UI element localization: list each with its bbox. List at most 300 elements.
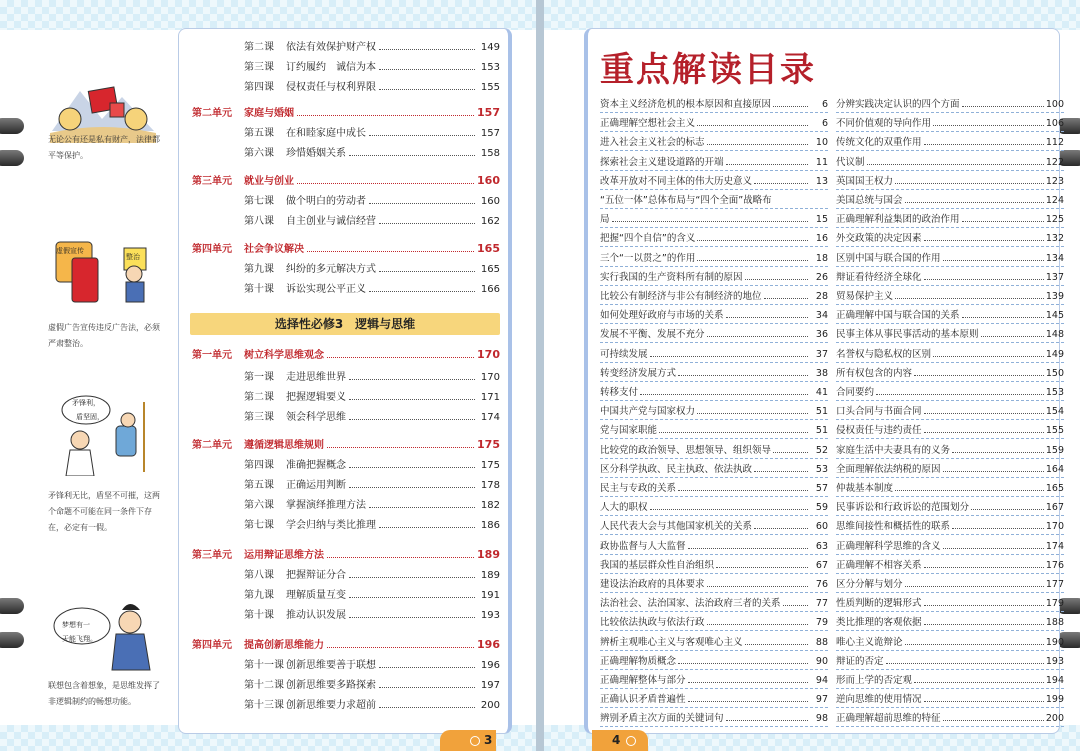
dot-leader (327, 551, 474, 558)
index-entry-page: 159 (1045, 444, 1064, 456)
dot-leader (924, 695, 1044, 702)
toc-number: 第四课 (244, 460, 274, 471)
index-entry-text: 口头合同与书面合同 (836, 406, 922, 418)
page-number-text: 3 (484, 733, 493, 747)
index-entry-text: 转移支付 (600, 387, 639, 398)
index-entry (600, 134, 828, 151)
toc-title: 创新思维要多路探索 (286, 680, 376, 691)
index-entry-text: 正确理解不相容关系 (836, 559, 922, 571)
dot-leader (914, 676, 1044, 683)
index-entry-text: 正确理解物质概念 (600, 655, 677, 667)
toc-number: 第十课 (244, 284, 274, 295)
toc-page: 174 (480, 412, 500, 423)
binder-ring (0, 598, 24, 614)
index-entry-page: 149 (1045, 348, 1064, 360)
toc-page: 160 (480, 196, 500, 207)
dot-leader (379, 701, 475, 708)
index-entry (836, 211, 1064, 228)
index-entry (600, 480, 828, 497)
index-entry-page: 79 (815, 617, 828, 629)
toc-unit-row (192, 172, 500, 190)
index-entry-page: 122 (1045, 156, 1064, 168)
dot-leader (933, 350, 1044, 357)
index-entry-text: 发展不平衡、发展不充分 (600, 329, 705, 341)
toc-title: 珍惜婚姻关系 (286, 148, 346, 159)
toc-title: 领会科学思维 (286, 412, 346, 423)
index-entry-text: 全面理解依法纳税的原因 (836, 463, 941, 475)
index-entry (836, 576, 1064, 593)
index-entry-page: 15 (815, 214, 828, 226)
index-entry-page: 37 (815, 348, 828, 360)
toc-title: 诉讼实现公平正义 (286, 284, 366, 295)
toc-unit-row (192, 346, 500, 364)
toc-unit-row (192, 636, 500, 654)
dot-leader (379, 83, 475, 90)
index-entry-text: 比较党的政治领导、思想领导、组织领导 (600, 444, 772, 456)
toc-title: 家庭与婚姻 (244, 108, 294, 119)
index-entry-page: 6 (821, 118, 828, 130)
right-page (544, 0, 1080, 751)
toc-lesson-row (192, 606, 500, 624)
index-entry-text: 资本主义经济危机的根本原因和直接原因 (600, 99, 772, 110)
toc-page: 157 (480, 128, 500, 139)
toc-title: 准确把握概念 (286, 460, 346, 471)
index-entry-page: 100 (1045, 99, 1064, 110)
index-entry-text: 建设法治政府的具体要求 (600, 579, 705, 590)
index-entry (836, 442, 1064, 459)
toc-page: 155 (480, 82, 500, 93)
toc-lesson-row (192, 388, 500, 406)
index-entry (600, 538, 828, 555)
toc-number: 第九课 (244, 590, 274, 601)
index-entry-text: 名誉权与隐私权的区别 (836, 348, 932, 360)
index-entry-page: 38 (815, 367, 828, 379)
index-entry-page: 98 (815, 713, 828, 725)
toc-lesson-row (192, 38, 500, 56)
index-entry (836, 96, 1064, 113)
index-entry (600, 710, 828, 727)
dot-leader (349, 413, 475, 420)
index-entry-text: 正确理解整体与部分 (600, 675, 686, 686)
dot-leader (349, 149, 475, 156)
cartoon-caption: 虚假广告宣传违反广告法，必须严肃整治。 (48, 323, 160, 348)
page-badge-icon (626, 736, 636, 746)
toc-title: 社会争议解决 (244, 244, 304, 255)
index-entry-text: 探索社会主义建设道路的开端 (600, 156, 724, 168)
index-entry (836, 307, 1064, 324)
index-entry-text: 我国的基层群众性自治组织 (600, 559, 715, 571)
toc-lesson-row (192, 566, 500, 584)
toc-page: 186 (480, 520, 500, 531)
dot-leader (716, 561, 808, 568)
dot-leader (876, 388, 1044, 395)
index-entry-page: 11 (815, 156, 828, 168)
dot-leader (924, 234, 1044, 241)
dot-leader (650, 503, 808, 510)
index-entry-page: 18 (815, 252, 828, 264)
index-entry (836, 250, 1064, 267)
spear-label: 矛锋利， (72, 399, 100, 407)
dot-leader (678, 484, 808, 491)
index-entry-text: 人民代表大会与其他国家机关的关系 (600, 521, 753, 533)
index-entry-text: 法治社会、法治国家、法治政府三者的关系 (600, 598, 781, 610)
dot-leader (707, 138, 808, 145)
toc-number: 第七课 (244, 520, 274, 531)
index-entry (600, 557, 828, 574)
toc-lesson-row (192, 696, 500, 714)
dot-leader (349, 393, 475, 400)
index-entry-page: 77 (815, 598, 828, 610)
index-entry-page: 88 (815, 636, 828, 648)
index-entry-text: 美国总统与国会 (836, 195, 903, 206)
toc-lesson-row (192, 676, 500, 694)
toc-lesson-row (192, 144, 500, 162)
book-gutter (536, 0, 544, 751)
index-entry-page: 112 (1045, 137, 1064, 149)
index-entry-page: 59 (815, 502, 828, 514)
index-entry-text: 所有权包含的内容 (836, 367, 913, 379)
index-entry-page: 193 (1045, 655, 1064, 667)
dot-leader (943, 465, 1044, 472)
index-entry-text: 把握“四个自信”的含义 (600, 233, 696, 245)
toc-number: 第十二课 (244, 680, 284, 691)
toc-number: 第五课 (244, 480, 274, 491)
toc-number: 第十课 (244, 610, 274, 621)
toc-title: 正确运用判断 (286, 480, 346, 491)
index-entry-text: 区别中国与联合国的作用 (836, 252, 941, 264)
index-entry-page: 57 (815, 483, 828, 494)
index-entry (836, 230, 1064, 247)
toc-lesson-row (192, 280, 500, 298)
toc-page: 158 (480, 148, 500, 159)
toc-lesson-row (192, 496, 500, 514)
dot-leader (379, 63, 475, 70)
toc-number: 第五课 (244, 128, 274, 139)
ad-label: 虚假宣传 (56, 247, 84, 255)
index-entry-page: 125 (1045, 214, 1064, 226)
toc-number: 第四单元 (192, 640, 232, 651)
index-entry (600, 250, 828, 267)
dot-leader (895, 177, 1044, 184)
index-entry-text: 形而上学的否定观 (836, 675, 913, 686)
dot-leader (349, 481, 475, 488)
toc-number: 第一单元 (192, 350, 232, 361)
dot-leader (369, 501, 475, 508)
index-entry-text: 区分分解与划分 (836, 579, 903, 590)
dot-leader (379, 265, 475, 272)
toc-number: 第二课 (244, 42, 274, 53)
index-entry-page: 6 (821, 99, 828, 110)
index-entry-page: 150 (1045, 367, 1064, 379)
index-entry-text: 人大的职权 (600, 502, 648, 514)
index-entry-text: 贸易保护主义 (836, 291, 894, 302)
toc-number: 第三单元 (192, 176, 232, 187)
toc-number: 第七课 (244, 196, 274, 207)
toc-title: 自主创业与诚信经营 (286, 216, 376, 227)
index-entry-text: 民事诉讼和行政诉讼的范围划分 (836, 502, 970, 514)
index-entry-text: 思维间接性和概括性的联系 (836, 521, 951, 533)
ad-sign-label: 整治 (126, 253, 140, 261)
index-entry-text: 辨别矛盾主次方面的关键词句 (600, 713, 724, 725)
toc-lesson-row (192, 408, 500, 426)
binder-ring (0, 118, 24, 134)
dot-leader (754, 465, 808, 472)
index-entry-page: 36 (815, 329, 828, 341)
index-entry-text: 代议制 (836, 156, 865, 168)
index-entry (836, 134, 1064, 151)
index-entry (836, 173, 1064, 190)
index-entry (836, 499, 1064, 516)
index-entry (600, 211, 828, 228)
index-entry (600, 115, 828, 132)
page-number (592, 730, 648, 751)
dot-leader (369, 285, 475, 292)
dot-leader (952, 522, 1044, 529)
dot-leader (943, 714, 1044, 721)
dot-leader (379, 43, 475, 50)
index-entry-text: 正确理解利益集团的政治作用 (836, 214, 960, 226)
index-entry (836, 384, 1064, 401)
toc-page: 193 (480, 610, 500, 621)
dot-leader (640, 388, 808, 395)
index-entry-text: 民事主体从事民事活动的基本原则 (836, 329, 979, 341)
index-entry-text: 正确认识矛盾普遍性 (600, 694, 686, 706)
dot-leader (379, 681, 475, 688)
binder-ring (0, 632, 24, 648)
index-entry-text: 类比推理的客观依据 (836, 617, 922, 629)
dot-leader (971, 503, 1044, 510)
index-entry-text: 仲裁基本制度 (836, 483, 894, 494)
index-entry-page: 60 (815, 521, 828, 533)
toc-number: 第三单元 (192, 550, 232, 561)
toc-title: 纠纷的多元解决方式 (286, 264, 376, 275)
toc-number: 第三课 (244, 412, 274, 423)
dot-leader (933, 119, 1044, 126)
toc-page: 171 (480, 392, 500, 403)
shield-label: 盾坚固， (76, 413, 104, 421)
toc-number: 第九课 (244, 264, 274, 275)
dot-leader (678, 657, 808, 664)
index-entry (600, 307, 828, 324)
index-entry (600, 442, 828, 459)
index-entry (600, 634, 828, 651)
toc-number: 第二课 (244, 392, 274, 403)
toc-page: 189 (480, 570, 500, 581)
index-entry (600, 672, 828, 689)
index-entry-page: 165 (1045, 483, 1064, 494)
index-entry (836, 614, 1064, 631)
toc-title: 就业与创业 (244, 176, 294, 187)
index-entry-page: 16 (815, 233, 828, 245)
toc-number: 第一课 (244, 372, 274, 383)
index-entry (836, 634, 1064, 651)
dot-leader (943, 254, 1044, 261)
index-entry (836, 653, 1064, 670)
dot-leader (612, 215, 808, 222)
toc-lesson-row (192, 212, 500, 230)
index-entry (836, 115, 1064, 132)
dot-leader (773, 100, 808, 107)
toc-title: 树立科学思维观念 (244, 350, 324, 361)
index-entry-page: 190 (1045, 636, 1064, 648)
index-entry (600, 230, 828, 247)
dot-leader (697, 254, 808, 261)
page-badge-icon (470, 736, 480, 746)
dot-leader (962, 311, 1044, 318)
index-entry-text: 英国国王权力 (836, 175, 894, 187)
cartoon-caption: 矛锋利无比，盾坚不可摧，这两个命题不可能在同一条件下存在，必定有一假。 (48, 491, 160, 532)
dot-leader (650, 350, 808, 357)
index-entry-page: 132 (1045, 233, 1064, 245)
dot-leader (327, 351, 474, 358)
toc-page: 196 (477, 638, 500, 651)
toc-number: 第四单元 (192, 244, 232, 255)
index-entry-text: 局 (600, 214, 610, 226)
index-entry-page: 153 (1045, 387, 1064, 398)
index-entry-page: 176 (1045, 559, 1064, 571)
toc-lesson-row (192, 516, 500, 534)
toc-unit-row (192, 436, 500, 454)
index-entry-text: 合同要约 (836, 387, 875, 398)
toc-lesson-row (192, 78, 500, 96)
index-entry-text: 逆向思维的使用情况 (836, 694, 922, 706)
index-entry-text: 性质判断的逻辑形式 (836, 598, 922, 610)
dot-leader (697, 119, 808, 126)
dot-leader (659, 426, 808, 433)
dot-leader (688, 542, 808, 549)
toc-title: 走进思维世界 (286, 372, 346, 383)
index-entry (836, 192, 1064, 209)
toc-title: 把握辩证分合 (286, 570, 346, 581)
dot-leader (349, 373, 475, 380)
toc-title: 创新思维要力求超前 (286, 700, 376, 711)
toc-lesson-row (192, 192, 500, 210)
index-entry-text: 改革开放对不同主体的伟大历史意义 (600, 175, 753, 187)
dot-leader (952, 446, 1044, 453)
index-entry-page: 154 (1045, 406, 1064, 418)
index-entry (836, 365, 1064, 382)
dot-leader (905, 580, 1044, 587)
index-entry-page: 52 (815, 444, 828, 456)
toc-page: 197 (480, 680, 500, 691)
toc-page: 149 (480, 42, 500, 53)
index-entry-page: 137 (1045, 271, 1064, 283)
dot-leader (867, 158, 1044, 165)
dot-leader (924, 561, 1044, 568)
index-entry-page: 90 (815, 655, 828, 667)
index-entry-page: 28 (815, 291, 828, 302)
index-entry-page: 164 (1045, 463, 1064, 475)
index-entry-text: 辨析主观唯心主义与客观唯心主义 (600, 636, 743, 648)
index-entry-text: “五位一体”总体布局与“四个全面”战略布 (600, 195, 772, 206)
index-entry-text: 侵权责任与违约责任 (836, 425, 922, 437)
toc-lesson-row (192, 586, 500, 604)
index-entry (600, 365, 828, 382)
index-entry (836, 346, 1064, 363)
index-entry-text: 政协监督与人大监督 (600, 540, 686, 552)
dot-leader (745, 638, 808, 645)
cartoon-caption: 联想包含着想象，是思维发挥了非逻辑制约的畅想功能。 (48, 681, 160, 706)
toc-page: 196 (480, 660, 500, 671)
dot-leader (981, 330, 1044, 337)
index-entry (600, 576, 828, 593)
index-entry-text: 实行我国的生产资料所有制的原因 (600, 271, 743, 283)
dot-leader (943, 542, 1044, 549)
index-entry (836, 595, 1064, 612)
index-entry-page: 51 (815, 406, 828, 418)
toc-page: 189 (477, 548, 500, 561)
dot-leader (962, 100, 1044, 107)
toc-title: 订约履约 诚信为本 (286, 62, 376, 73)
index-entry-page: 134 (1045, 252, 1064, 264)
dot-leader (688, 695, 808, 702)
toc-number: 第八课 (244, 570, 274, 581)
index-entry-text: 可持续发展 (600, 348, 648, 360)
dot-leader (764, 292, 808, 299)
index-entry (600, 691, 828, 708)
index-entry (600, 403, 828, 420)
dot-leader (307, 245, 474, 252)
index-entry-page: 53 (815, 463, 828, 475)
spear-shield-cartoon-illustration (50, 392, 156, 476)
index-entry (600, 288, 828, 305)
dot-leader (707, 330, 808, 337)
toc-lesson-row (192, 656, 500, 674)
toc-lesson-row (192, 368, 500, 386)
index-entry-page: 199 (1045, 694, 1064, 706)
index-entry-page: 123 (1045, 175, 1064, 187)
index-entry-page: 139 (1045, 291, 1064, 302)
toc-title: 遵循逻辑思维规则 (244, 440, 324, 451)
toc-title: 运用辩证思维方法 (244, 550, 324, 561)
index-entry-text: 三个“一以贯之”的作用 (600, 252, 696, 264)
dot-leader (754, 177, 808, 184)
index-entry (600, 518, 828, 535)
index-entry (600, 326, 828, 343)
index-entry-page: 26 (815, 271, 828, 283)
toc-page: 165 (477, 242, 500, 255)
dot-leader (924, 426, 1044, 433)
toc-page: 178 (480, 480, 500, 491)
false-ad-cartoon-illustration (50, 228, 156, 308)
dot-leader (697, 234, 808, 241)
dot-leader (924, 599, 1044, 606)
toc-title: 在和睦家庭中成长 (286, 128, 366, 139)
index-entry-page: 177 (1045, 579, 1064, 590)
index-entry-text: 比较公有制经济与非公有制经济的地位 (600, 291, 762, 302)
toc-number: 第十三课 (244, 700, 284, 711)
index-entry-page: 41 (815, 387, 828, 398)
dot-leader (369, 129, 475, 136)
binder-ring (0, 150, 24, 166)
index-entry-text: 不同价值观的导向作用 (836, 118, 932, 130)
index-entry (600, 653, 828, 670)
dot-leader (726, 158, 808, 165)
index-entry-text: 如何处理好政府与市场的关系 (600, 310, 724, 322)
dot-leader (379, 521, 475, 528)
index-entry (600, 461, 828, 478)
toc-page: 170 (480, 372, 500, 383)
index-entry-text: 进入社会主义社会的标志 (600, 137, 705, 149)
index-entry (600, 346, 828, 363)
page-number (440, 730, 496, 751)
index-entry-page: 124 (1045, 195, 1064, 206)
index-entry-text: 辩证的否定 (836, 655, 884, 667)
toc-title: 依法有效保护财产权 (286, 42, 376, 53)
dot-leader (905, 196, 1044, 203)
index-entry (836, 326, 1064, 343)
index-entry-text: 正确理解中国与联合国的关系 (836, 310, 960, 322)
